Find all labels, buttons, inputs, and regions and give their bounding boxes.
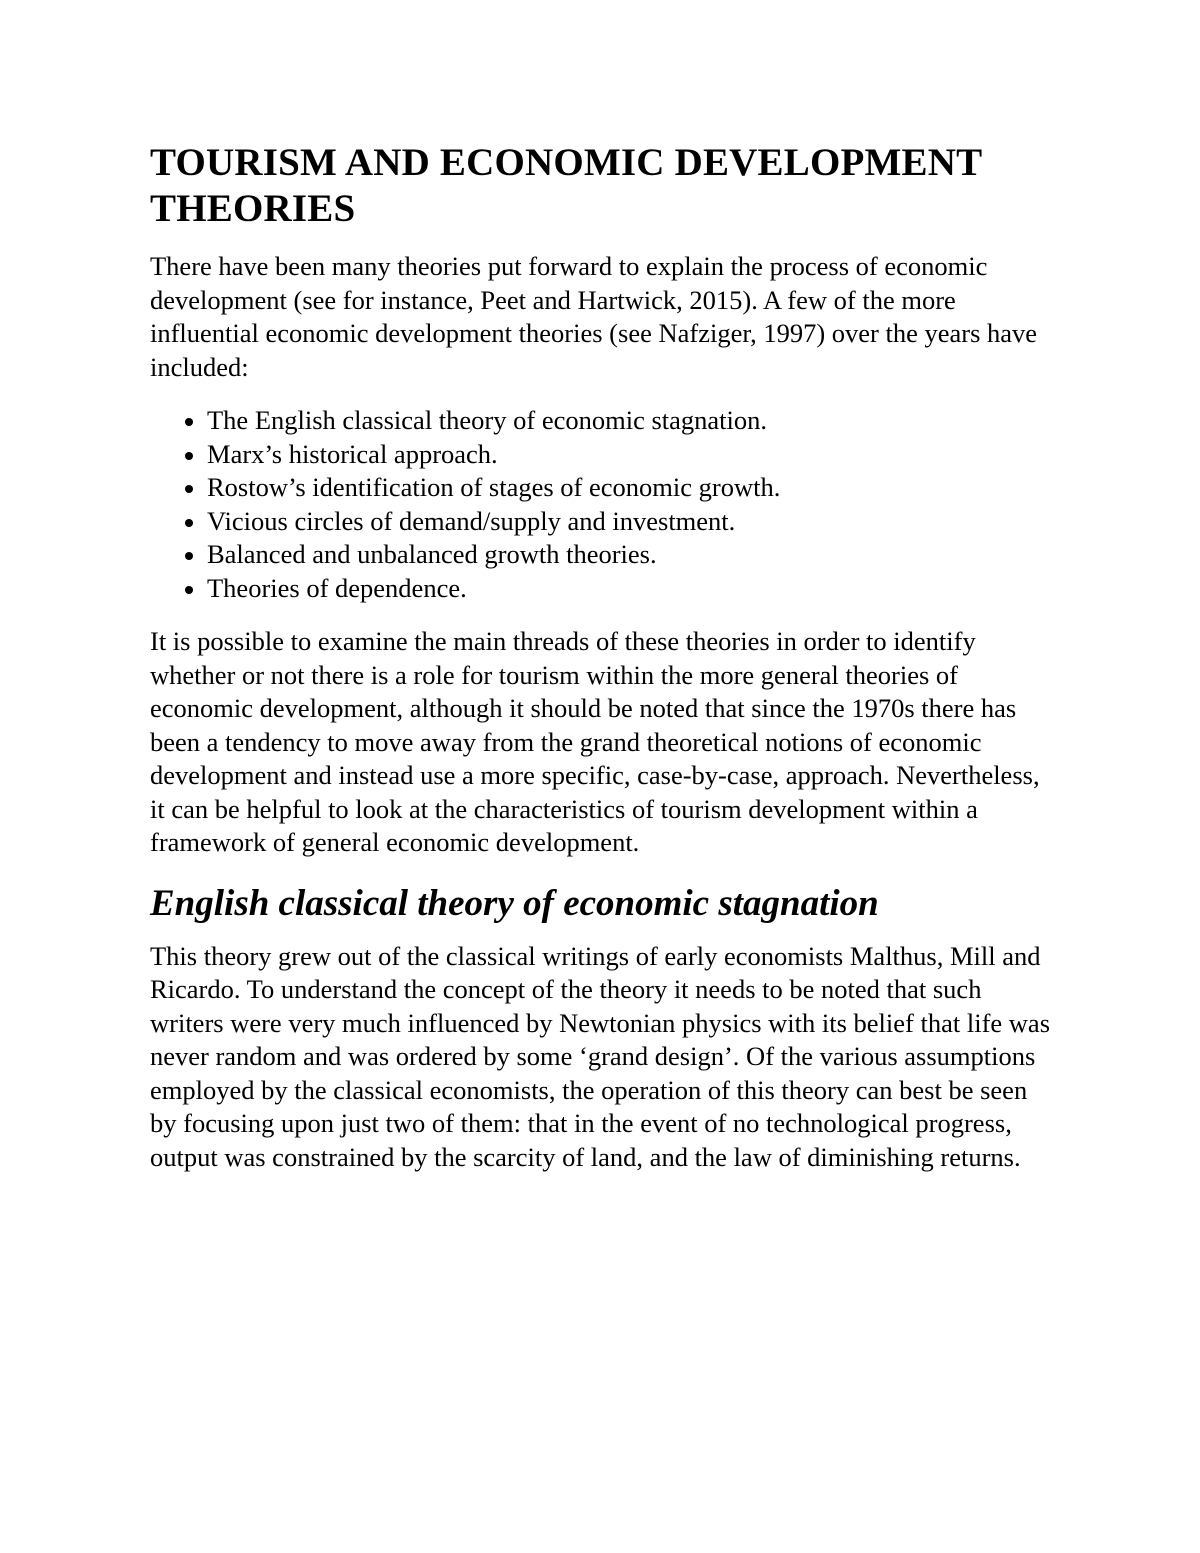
title-line-2: THEORIES xyxy=(150,187,356,230)
title-line-1: TOURISM AND ECONOMIC DEVELOPMENT xyxy=(150,141,983,184)
body-paragraph-2: It is possible to examine the main threads of these theories in order to identify whether or not there is a role for tourism within the more general theories of economic development, although it should be noted that since the 1970s there has been a tendency to move away from the grand theoretical notions of economic development and instead use a more specific, case-by-case, approach. Nevertheless, it can be helpful to look at the characteristics of tourism development within a framework of general economic development. xyxy=(150,626,1040,857)
list-item-text: Balanced and unbalanced growth theories. xyxy=(207,539,657,569)
bullet-icon xyxy=(185,552,193,560)
list-item xyxy=(150,438,1060,472)
list-item-text: The English classical theory of economic stagnation. xyxy=(207,405,768,435)
intro-paragraph: There have been many theories put forward to explain the process of economic development (see for instance, Peet and Hartwick, 2015). A few of the more influential economic development theories (see Nafziger, 1997) over the years have included: xyxy=(150,251,1038,382)
list-item xyxy=(150,538,1060,572)
bullet-icon xyxy=(185,519,193,527)
bullet-icon xyxy=(185,485,193,493)
document-page xyxy=(150,140,1060,1174)
list-item-text: Theories of dependence. xyxy=(207,572,467,603)
list-item xyxy=(150,505,1060,539)
section-heading: English classical theory of economic stagnation xyxy=(150,882,879,924)
list-item-text: Marx’s historical approach. xyxy=(207,438,498,469)
document-title xyxy=(150,140,1060,232)
list-item xyxy=(150,404,1060,438)
list-item-text: Rostow’s identification of stages of economic growth. xyxy=(207,472,781,502)
bullet-icon xyxy=(185,452,193,460)
bullet-icon xyxy=(185,418,193,426)
body-paragraph-3: This theory grew out of the classical writings of early economists Malthus, Mill and Ricardo. To understand the concept of the theory it needs to be noted that such writers were very much influenced by Newtonian physics with its belief that life was never random and was ordered by some ‘grand design’. Of the various assumptions employed by the classical economists, the operation of this theory can best be seen by focusing upon just two of them: that in the event of no technological progress, output was constrained by the scarcity of land, and the law of diminishing returns. xyxy=(150,940,1051,1172)
list-item-text: Vicious circles of demand/supply and investment. xyxy=(207,505,736,536)
theories-list xyxy=(150,404,1060,605)
bullet-icon xyxy=(185,586,193,594)
list-item xyxy=(150,471,1060,505)
list-item xyxy=(150,572,1060,606)
